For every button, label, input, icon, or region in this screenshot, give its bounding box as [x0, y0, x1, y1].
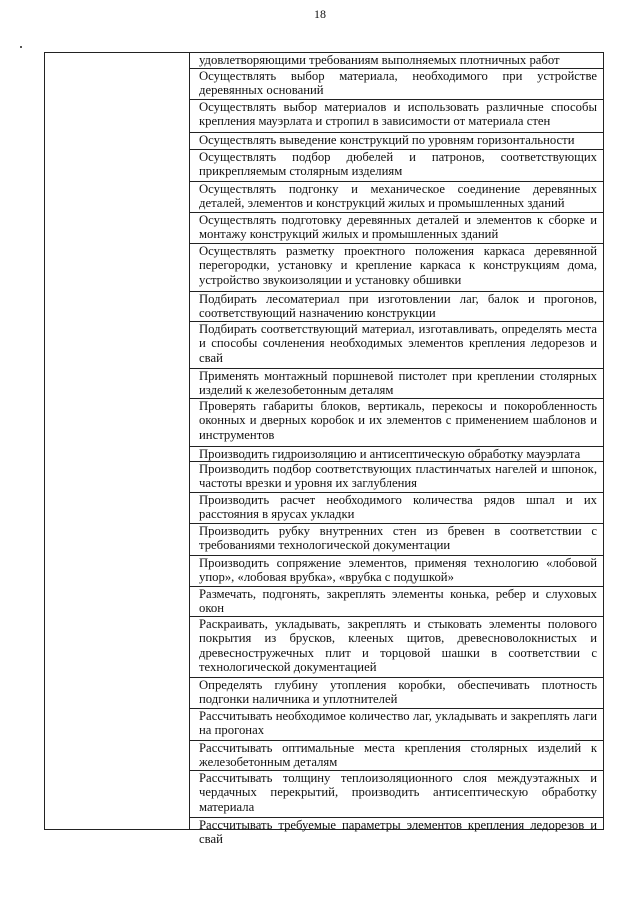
- table-row: Проверять габариты блоков, вертикаль, перекосы и покоробленность оконных и дверных коробок и их элементов с применением шаблонов и инструментов: [190, 399, 603, 447]
- table-row: Осуществлять подготовку деревянных деталей и элементов к сборке и монтажу конструкций жилых и промышленных зданий: [190, 213, 603, 244]
- table-row: Раскраивать, укладывать, закреплять и стыковать элементы полового покрытия из брусков, клееных щитов, древесноволокнистых и древесностружечных плит и торцовой шашки в соответствии с технологической документацией: [190, 617, 603, 678]
- table-right-column: [190, 53, 603, 847]
- table-row: Производить рубку внутренних стен из бревен в соответствии с требованиями технологической документации: [190, 524, 603, 556]
- table-row: Осуществлять выбор материала, необходимого при устройстве деревянных оснований: [190, 69, 603, 100]
- table-row: Осуществлять подгонку и механическое соединение деревянных деталей, элементов и конструкций жилых и промышленных зданий: [190, 182, 603, 213]
- table-row: удовлетворяющими требованиям выполняемых плотничных работ: [190, 53, 603, 69]
- table-row: Подбирать лесоматериал при изготовлении лаг, балок и прогонов, соответствующий назначению конструкции: [190, 292, 603, 322]
- table-row: Производить сопряжение элементов, применяя технологию «лобовой упор», «лобовая врубка», «врубка с подушкой»: [190, 556, 603, 587]
- page-number: 18: [314, 7, 326, 21]
- table-row: Осуществлять разметку проектного положения каркаса деревянной перегородки, установку и крепление каркаса к конструкциям дома, устройство звукоизоляции и установку обшивки: [190, 244, 603, 292]
- table-row: Рассчитывать толщину теплоизоляционного слоя междуэтажных и чердачных перекрытий, производить антисептическую обработку материала: [190, 771, 603, 818]
- table-row: Производить расчет необходимого количества рядов шпал и их расстояния в ярусах укладки: [190, 493, 603, 524]
- table-row: Подбирать соответствующий материал, изготавливать, определять места и способы сочленения необходимых элементов крепления ледорезов и свай: [190, 322, 603, 369]
- skills-table: [44, 52, 604, 847]
- table-row: Размечать, подгонять, закреплять элементы конька, ребер и слуховых окон: [190, 587, 603, 617]
- table-row: Производить гидроизоляцию и антисептическую обработку мауэрлата: [190, 447, 603, 462]
- table-row: Рассчитывать требуемые параметры элементов крепления ледорезов и свай: [199, 818, 597, 847]
- table-row: Осуществлять подбор дюбелей и патронов, соответствующих прикрепляемым столярным изделиям: [190, 150, 603, 182]
- table-row: Рассчитывать оптимальные места крепления столярных изделий к железобетонным деталям: [190, 741, 603, 771]
- table-row: Применять монтажный поршневой пистолет при креплении столярных изделий к железобетонным деталям: [190, 369, 603, 399]
- scan-mark: [20, 46, 22, 48]
- table-row: Осуществлять выбор материалов и использовать различные способы крепления мауэрлата и стропил в зависимости от материала стен: [190, 100, 603, 133]
- table-row: Производить подбор соответствующих пластинчатых нагелей и шпонок, частоты врезки и уровня их заглубления: [190, 462, 603, 493]
- table-row: Определять глубину утопления коробки, обеспечивать плотность подгонки наличника и уплотнителей: [190, 678, 603, 709]
- table-row: Рассчитывать необходимое количество лаг, укладывать и закреплять лаги на прогонах: [190, 709, 603, 741]
- table-left-column: [45, 53, 190, 829]
- table-row: Осуществлять выведение конструкций по уровням горизонтальности: [190, 133, 603, 150]
